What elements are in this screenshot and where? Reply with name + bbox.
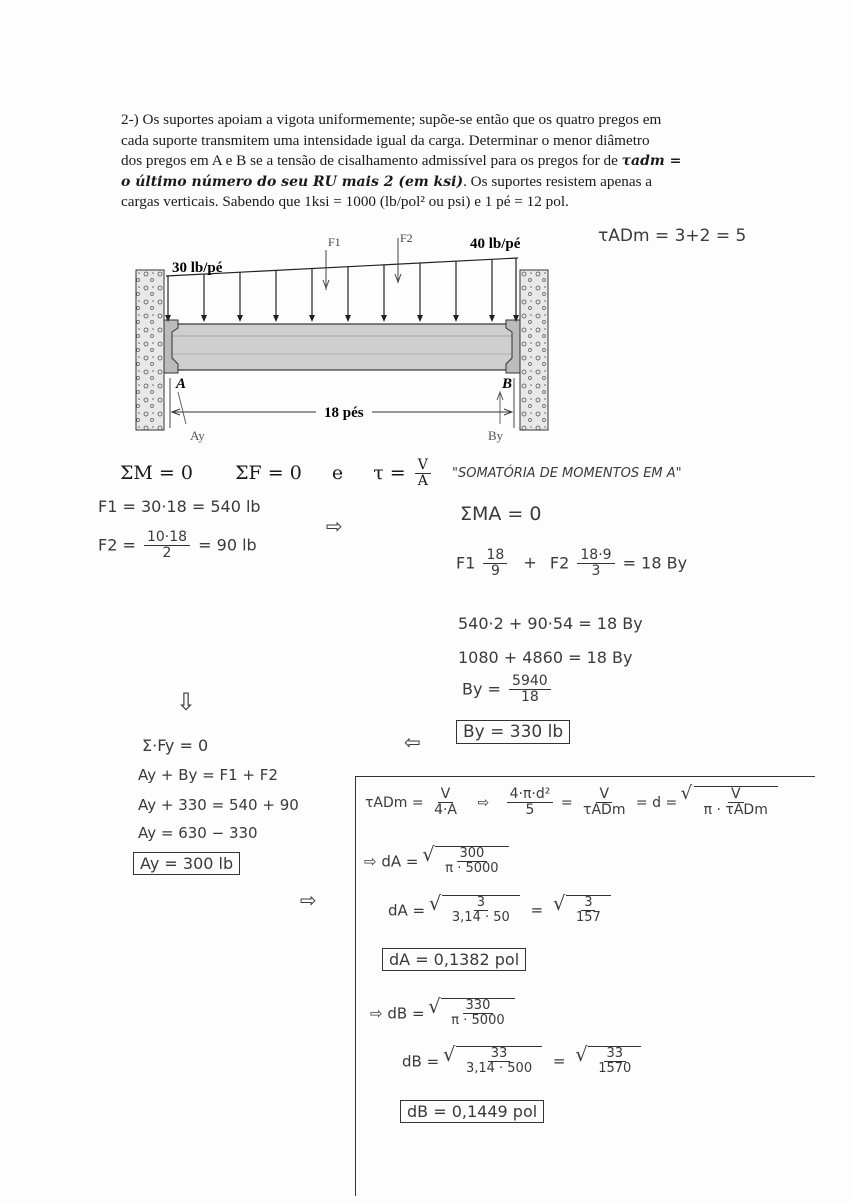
ay-result: Ay = 300 lb <box>133 852 240 875</box>
db-num: √ 330 <box>463 999 494 1014</box>
mid-den: 5 <box>525 802 535 819</box>
vertical-line-2: Ay + 330 = 540 + 90 <box>138 796 299 814</box>
db2-den: 3,14 · 500 <box>465 1061 533 1077</box>
sqrt-num: √ V <box>728 787 744 803</box>
f2-rhs: = 90 lb <box>198 535 257 555</box>
problem-line-4 <box>121 172 716 193</box>
arrow-right-3-icon: ⇨ <box>477 794 490 811</box>
sum-fy: Σ·Fy = 0 <box>142 736 209 755</box>
da-den: π · 5000 <box>445 861 499 877</box>
mid-eq: = <box>560 794 573 811</box>
da2-eq: = <box>530 901 544 920</box>
sqrt-den: π · τADm <box>703 802 768 819</box>
moments-n2: 18·9 <box>577 548 614 564</box>
sum-ma: ΣMA = 0 <box>460 503 542 525</box>
d-eq: = d = <box>635 794 678 811</box>
vertical-line-3: Ay = 630 − 330 <box>138 824 258 842</box>
f1-calc: F1 = 30·18 = 540 lb <box>98 497 261 516</box>
db3-num: √ 33 <box>604 1047 627 1062</box>
v-num: V <box>596 787 612 803</box>
da-lhs: dA = <box>381 852 419 871</box>
f2-calc <box>98 530 257 562</box>
da-num: √ 300 <box>457 847 488 862</box>
moments-equation <box>456 548 687 580</box>
load-right-label: 40 lb/pé <box>470 236 521 252</box>
label-a: A <box>176 376 187 392</box>
moments-line-3: 1080 + 4860 = 18 By <box>458 648 633 667</box>
tau-num: V <box>415 458 431 474</box>
diameter-formula <box>365 786 778 819</box>
db2-lhs: dB = <box>402 1052 440 1071</box>
tau-adm-den: 4·A <box>434 802 457 819</box>
tau-given: τADm = 3+2 = 5 <box>598 226 747 246</box>
moments-rhs: = 18 By <box>622 553 688 573</box>
db2-eq: = <box>552 1052 566 1071</box>
db-step-1 <box>370 998 515 1029</box>
da2-num: √ 3 <box>474 896 488 911</box>
moments-f1: F1 <box>456 553 476 573</box>
db2-num: √ 33 <box>488 1047 511 1062</box>
da-step-1 <box>364 846 509 877</box>
f2-lhs: F2 = <box>98 535 136 555</box>
section-divider-vertical <box>355 776 356 1196</box>
section-divider-horizontal <box>355 776 815 777</box>
mid-num: 4·π·d² <box>507 787 554 803</box>
ay-label: Ay <box>190 428 205 443</box>
arrow-right-icon: ⇨ <box>326 514 343 538</box>
arrow-right-5-icon: ⇨ <box>370 1004 383 1023</box>
right-wall <box>520 270 548 430</box>
problem-line-3 <box>121 151 716 172</box>
left-wall <box>136 270 164 430</box>
problem-line-4-text: . Os suportes resistem apenas a <box>463 172 653 190</box>
by-fraction <box>462 674 554 706</box>
problem-line-1: 2-) Os suportes apoiam a vigota uniformemente; supõe-se então que os quatro pregos em <box>121 111 662 128</box>
v-den: τADm <box>583 802 626 819</box>
ru-instruction: o último número do seu RU mais 2 (em ksi) <box>121 173 464 190</box>
db-result: dB = 0,1449 pol <box>400 1100 544 1123</box>
moments-d2: 3 <box>591 563 601 580</box>
tau-den: A <box>417 473 428 490</box>
moments-plus: + <box>523 553 537 573</box>
da3-num: √ 3 <box>581 896 595 911</box>
da3-den: 157 <box>575 910 601 926</box>
beam <box>166 324 518 370</box>
db3-den: 1570 <box>598 1061 632 1077</box>
tau-adm-symbol: τadm = <box>621 153 682 170</box>
span-label: 18 pés <box>324 405 364 421</box>
arrow-right-2-icon: ⇨ <box>300 888 317 912</box>
tau-adm-num: V <box>438 787 454 803</box>
f1-label: F1 <box>328 235 341 249</box>
problem-line-5: cargas verticais. Sabendo que 1ksi = 1000 (lb/pol² ou psi) e 1 pé = 12 pol. <box>121 193 569 211</box>
arrow-left-icon: ⇦ <box>404 730 421 754</box>
db-lhs: dB = <box>387 1004 425 1023</box>
problem-statement <box>121 110 716 213</box>
by-result: By = 330 lb <box>456 720 570 744</box>
beam-figure <box>128 228 568 448</box>
da-result: dA = 0,1382 pol <box>382 948 526 971</box>
da2-den: 3,14 · 50 <box>451 910 510 926</box>
db-den: π · 5000 <box>451 1013 505 1029</box>
da-step-2 <box>388 895 611 926</box>
by-den: 18 <box>520 689 539 706</box>
by-num: 5940 <box>509 674 551 690</box>
label-b: B <box>502 376 513 392</box>
sum-moments-eq: ΣM = 0 <box>120 461 193 484</box>
moments-f2: F2 <box>549 553 570 573</box>
problem-line-3-text: dos pregos em A e B se a tensão de cisalhamento admissível para os pregos for de <box>121 152 622 170</box>
arrow-down-icon: ⇩ <box>176 688 197 716</box>
arrow-right-4-icon: ⇨ <box>364 852 377 871</box>
da2-lhs: dA = <box>388 901 426 920</box>
f2-num: 10·18 <box>144 530 190 546</box>
vertical-line-1: Ay + By = F1 + F2 <box>138 766 278 784</box>
moments-title: "SOMATÓRIA DE MOMENTOS EM A" <box>452 466 682 481</box>
moments-line-2: 540·2 + 90·54 = 18 By <box>458 614 643 633</box>
tau-adm-lhs: τADm = <box>365 794 424 811</box>
by-label: By <box>488 428 504 443</box>
problem-line-2: cada suporte transmitem uma intensidade igual da carga. Determinar o menor diâmetro <box>121 131 650 149</box>
f2-label: F2 <box>400 231 413 245</box>
tau-eq: τ = <box>373 461 406 484</box>
load-left-label: 30 lb/pé <box>172 260 223 276</box>
and-word: e <box>331 461 344 484</box>
by-lhs: By = <box>462 679 501 699</box>
f2-den: 2 <box>162 545 172 562</box>
sum-forces-eq: ΣF = 0 <box>235 461 302 484</box>
equilibrium-equations <box>120 458 434 490</box>
moments-n1: 18 <box>483 548 507 564</box>
db-step-2 <box>402 1046 641 1077</box>
moments-d1: 9 <box>490 563 500 580</box>
